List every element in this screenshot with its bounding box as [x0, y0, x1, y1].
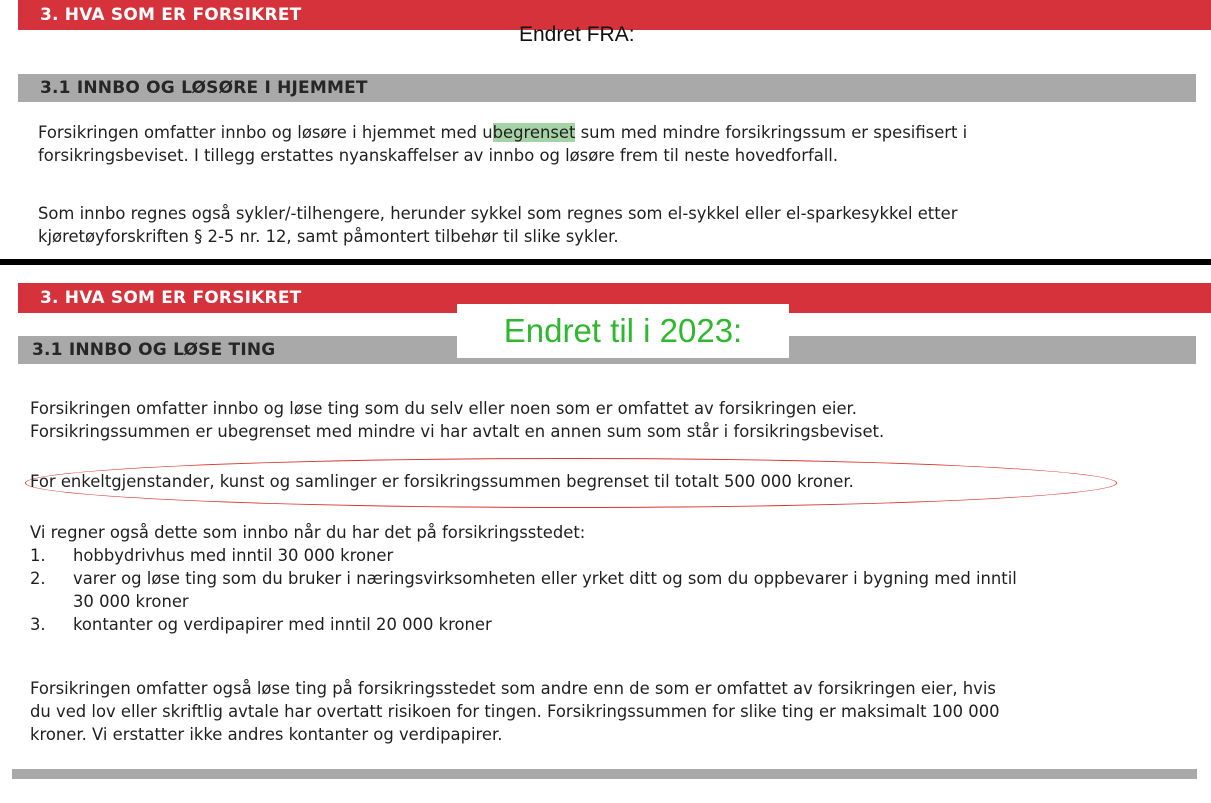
- paragraph-before-2-line1: Som innbo regnes også sykler/-tilhengere, herunder sykkel som regnes som el-sykkel eller el-sparkesykkel etter: [38, 204, 958, 223]
- paragraph-before-1-line1: [38, 121, 1198, 144]
- highlighted-word: begrenset: [492, 123, 576, 142]
- paragraph-before-2: [38, 202, 1198, 248]
- list-item: [30, 567, 1200, 613]
- paragraph-after-3-line3: kroner. Vi erstatter ikke andres kontanter og verdipapirer.: [30, 725, 503, 744]
- innbo-list: [30, 544, 1200, 636]
- paragraph-after-3: [30, 677, 1190, 746]
- text-segment: Forsikringen omfatter innbo og løsøre i hjemmet med u: [38, 123, 493, 142]
- paragraph-before-2-line2: kjøretøyforskriften § 2-5 nr. 12, samt påmontert tilbehør til slike sykler.: [38, 227, 619, 246]
- paragraph-before-1: [38, 121, 1198, 167]
- subsection-title-after: 3.1 INNBO OG LØSE TING: [32, 340, 276, 360]
- circled-sentence: For enkeltgjenstander, kunst og samlinger er forsikringssummen begrenset til totalt 500 000 kroner.: [30, 472, 854, 491]
- list-item: [30, 613, 1200, 636]
- list-item-number: 1.: [30, 546, 46, 565]
- list-item-text: hobbydrivhus med inntil 30 000 kroner: [73, 546, 394, 565]
- subsection-title-before: 3.1 INNBO OG LØSØRE I HJEMMET: [40, 78, 368, 98]
- list-item-text: kontanter og verdipapirer med inntil 20 000 kroner: [73, 615, 492, 634]
- section-title-after: 3. HVA SOM ER FORSIKRET: [40, 288, 302, 308]
- list-item: [30, 544, 1200, 567]
- list-intro: Vi regner også dette som innbo når du har det på forsikringsstedet:: [30, 523, 586, 542]
- paragraph-after-3-line2: du ved lov eller skriftlig avtale har overtatt risikoen for tingen. Forsikringssummen for slike ting er maksimalt 100 000: [30, 702, 1000, 721]
- changed-from-label: Endret FRA:: [519, 23, 635, 46]
- changed-to-label-box: [457, 304, 789, 358]
- paragraph-after-3-line1: Forsikringen omfatter også løse ting på forsikringsstedet som andre enn de som er omfattet av forsikringen eier, hvis: [30, 679, 996, 698]
- section-title-before: 3. HVA SOM ER FORSIKRET: [40, 5, 302, 25]
- paragraph-after-1-line1: Forsikringen omfatter innbo og løse ting som du selv eller noen som er omfattet av forsikringen eier.: [30, 399, 857, 418]
- text-segment: sum med mindre forsikringssum er spesifisert i: [575, 123, 968, 142]
- paragraph-after-1-line2: Forsikringssummen er ubegrenset med mindre vi har avtalt en annen sum som står i forsikringsbeviset.: [30, 422, 885, 441]
- paragraph-before-1-line2: forsikringsbeviset. I tillegg erstattes nyanskaffelser av innbo og løsøre frem til neste hovedforfall.: [38, 146, 839, 165]
- list-item-number: 3.: [30, 615, 46, 634]
- bottom-gray-bar: [12, 769, 1197, 779]
- subsection-header-before: [18, 74, 1196, 102]
- changed-to-label: Endret til i 2023:: [503, 312, 743, 349]
- list-item-text: 30 000 kroner: [73, 592, 189, 611]
- paragraph-after-1: [30, 397, 1190, 443]
- list-item-text: varer og løse ting som du bruker i næringsvirksomheten eller yrket ditt og som du oppbevarer i bygning med inntil: [73, 569, 1017, 588]
- list-item-number: 2.: [30, 569, 46, 588]
- section-divider: [0, 259, 1211, 265]
